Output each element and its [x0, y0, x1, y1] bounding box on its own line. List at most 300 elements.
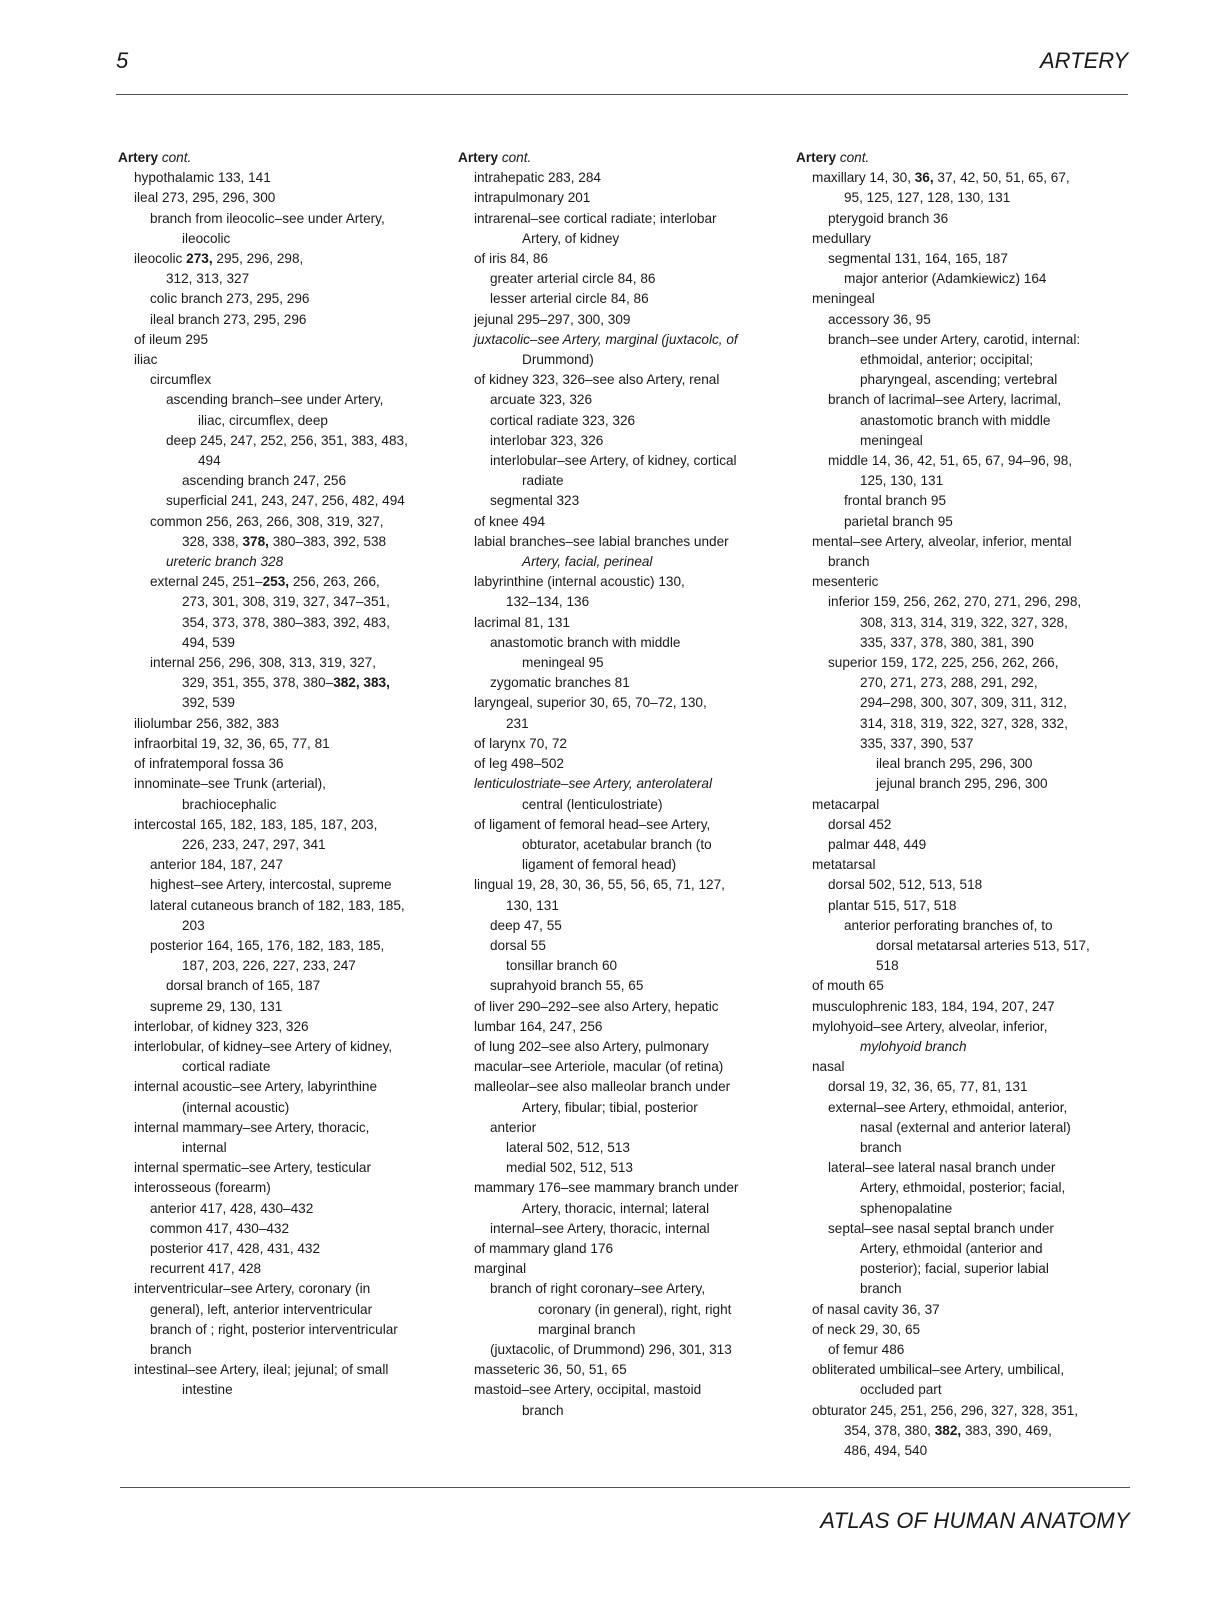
index-entry: [796, 592, 1116, 612]
index-entry: [458, 330, 778, 350]
index-entry: [458, 431, 778, 451]
entry-text: accessory 36, 95: [828, 311, 931, 327]
entry-text: common 256, 263, 266, 308, 319, 327,: [150, 513, 384, 529]
index-entry: [118, 916, 438, 936]
entry-text: interlobar 323, 326: [490, 432, 604, 448]
entry-text: internal 256, 296, 308, 313, 319, 327,: [150, 655, 376, 671]
index-entry: [458, 471, 778, 491]
entry-text: posterior 164, 165, 176, 182, 183, 185,: [150, 937, 385, 953]
index-entry: [796, 532, 1116, 552]
entry-text: maxillary 14, 30,: [812, 170, 915, 186]
entry-text: macular–see Arteriole, macular (of retina): [474, 1059, 724, 1075]
index-entry: [118, 1037, 438, 1057]
entry-text: 231: [506, 715, 529, 731]
index-entry: [796, 1158, 1116, 1178]
entry-text: arcuate 323, 326: [490, 392, 593, 408]
index-entry: [458, 1158, 778, 1178]
entry-text: 36,: [914, 170, 934, 186]
index-entry: [458, 1077, 778, 1097]
index-entry: [458, 1199, 778, 1219]
index-entry: [458, 997, 778, 1017]
index-entry: [796, 431, 1116, 451]
entry-text: 273, 301, 308, 319, 327, 347–351,: [182, 594, 390, 610]
index-entry: [458, 1098, 778, 1118]
entry-text: iliac: [134, 352, 158, 368]
entry-text: 312, 313, 327: [166, 271, 250, 287]
index-entry: [118, 1360, 438, 1380]
index-entry: [458, 512, 778, 532]
entry-text: lateral–see lateral nasal branch under: [828, 1160, 1056, 1176]
entry-text: inferior 159, 256, 262, 270, 271, 296, 298,: [828, 594, 1082, 610]
entry-text: of infratemporal fossa 36: [134, 756, 284, 772]
index-entry: [458, 693, 778, 713]
index-column-3: [796, 148, 1116, 1461]
index-entry: [118, 289, 438, 309]
entry-text: 335, 337, 390, 537: [860, 735, 974, 751]
entry-text: dorsal 502, 512, 513, 518: [828, 877, 983, 893]
entry-text: external 245, 251–: [150, 574, 263, 590]
entry-text: Artery, facial, perineal: [522, 554, 653, 570]
entry-text: lateral 502, 512, 513: [506, 1139, 630, 1155]
entry-text: of femur 486: [828, 1341, 905, 1357]
entry-text: Artery, thoracic, internal; lateral: [522, 1200, 710, 1216]
index-heading: [458, 148, 778, 168]
entry-text: branch: [860, 1281, 902, 1297]
index-entry: [458, 289, 778, 309]
entry-text: of liver 290–292–see also Artery, hepatic: [474, 998, 719, 1014]
entry-text: 203: [182, 917, 205, 933]
entry-text: dorsal metatarsal arteries 513, 517,: [876, 937, 1090, 953]
entry-text: common 417, 430–432: [150, 1220, 290, 1236]
index-entry: [796, 1441, 1116, 1461]
index-entry: [118, 855, 438, 875]
index-entry: [118, 350, 438, 370]
entry-text: of ligament of femoral head–see Artery,: [474, 816, 711, 832]
index-entry: [118, 188, 438, 208]
entry-text: general), left, anterior interventricular: [150, 1301, 373, 1317]
entry-text: pterygoid branch 36: [828, 210, 949, 226]
entry-text: innominate–see Trunk (arterial),: [134, 776, 326, 792]
index-entry: [796, 1360, 1116, 1380]
index-entry: [118, 653, 438, 673]
entry-text: segmental 323: [490, 493, 580, 509]
entry-text: of lung 202–see also Artery, pulmonary: [474, 1038, 709, 1054]
index-entry: [458, 916, 778, 936]
index-entry: [796, 471, 1116, 491]
entry-text: zygomatic branches 81: [490, 675, 630, 691]
index-entry: [796, 1279, 1116, 1299]
entry-text: parietal branch 95: [844, 513, 953, 529]
index-entry: [458, 956, 778, 976]
index-entry: [796, 875, 1116, 895]
index-entry: [796, 855, 1116, 875]
entry-text: medial 502, 512, 513: [506, 1160, 633, 1176]
index-entry: [118, 390, 438, 410]
index-entry: [118, 1380, 438, 1400]
entry-text: musculophrenic 183, 184, 194, 207, 247: [812, 998, 1055, 1014]
index-entry: [118, 471, 438, 491]
entry-text: anterior perforating branches of, to: [844, 917, 1053, 933]
index-heading: [796, 148, 1116, 168]
page-number: 5: [116, 48, 129, 73]
index-entry: [118, 512, 438, 532]
entry-text: 256, 263, 266,: [289, 574, 380, 590]
index-entry: [118, 714, 438, 734]
index-entry: [458, 188, 778, 208]
entry-text: obliterated umbilical–see Artery, umbilical,: [812, 1362, 1065, 1378]
entry-text: cont.: [498, 150, 532, 165]
entry-text: hypothalamic 133, 141: [134, 170, 271, 186]
entry-text: lingual 19, 28, 30, 36, 55, 56, 65, 71, 127,: [474, 877, 725, 893]
index-entry: [458, 168, 778, 188]
index-entry: [796, 390, 1116, 410]
entry-text: middle 14, 36, 42, 51, 65, 67, 94–96, 98,: [828, 453, 1073, 469]
index-entry: [796, 310, 1116, 330]
index-entry: [458, 714, 778, 734]
index-entry: [796, 1178, 1116, 1198]
index-entry: [118, 1178, 438, 1198]
entry-text: jejunal branch 295, 296, 300: [876, 776, 1048, 792]
entry-text: ileocolic: [134, 251, 187, 267]
index-entry: [118, 1279, 438, 1299]
index-entry: [796, 451, 1116, 471]
entry-text: interlobular–see Artery, of kidney, cortical: [490, 453, 737, 469]
index-entry: [458, 613, 778, 633]
entry-text: 95, 125, 127, 128, 130, 131: [844, 190, 1011, 206]
entry-text: mammary 176–see mammary branch under: [474, 1180, 739, 1196]
entry-text: superior 159, 172, 225, 256, 262, 266,: [828, 655, 1059, 671]
entry-text: dorsal 452: [828, 816, 892, 832]
index-entry: [118, 774, 438, 794]
index-entry: [458, 1118, 778, 1138]
index-entry: [118, 330, 438, 350]
entry-text: 392, 539: [182, 695, 235, 711]
entry-text: cortical radiate: [182, 1059, 271, 1075]
index-entry: [458, 1360, 778, 1380]
index-entry: [118, 1340, 438, 1360]
entry-text: labyrinthine (internal acoustic) 130,: [474, 574, 685, 590]
index-entry: [118, 168, 438, 188]
entry-text: ureteric branch 328: [166, 554, 284, 570]
index-entry: [118, 1158, 438, 1178]
index-entry: [118, 1077, 438, 1097]
index-entry: [796, 997, 1116, 1017]
index-entry: [796, 1239, 1116, 1259]
entry-text: medullary: [812, 230, 871, 246]
index-entry: [458, 451, 778, 471]
index-entry: [796, 411, 1116, 431]
index-entry: [796, 795, 1116, 815]
entry-text: 354, 373, 378, 380–383, 392, 483,: [182, 614, 390, 630]
index-entry: [118, 411, 438, 431]
index-entry: [118, 1320, 438, 1340]
index-entry: [458, 653, 778, 673]
index-entry: [118, 875, 438, 895]
index-entry: [118, 1259, 438, 1279]
entry-text: circumflex: [150, 372, 212, 388]
index-entry: [458, 1239, 778, 1259]
entry-text: ileal branch 273, 295, 296: [150, 311, 307, 327]
entry-text: (juxtacolic, of Drummond) 296, 301, 313: [490, 1341, 732, 1357]
entry-text: mylohyoid branch: [860, 1038, 967, 1054]
index-entry: [118, 633, 438, 653]
entry-text: intrarenal–see cortical radiate; interlobar: [474, 210, 717, 226]
index-entry: [458, 1178, 778, 1198]
entry-text: intrapulmonary 201: [474, 190, 591, 206]
entry-text: brachiocephalic: [182, 796, 277, 812]
entry-text: pharyngeal, ascending; vertebral: [860, 372, 1058, 388]
entry-text: 354, 378, 380,: [844, 1422, 935, 1438]
entry-text: 494: [198, 453, 221, 469]
entry-text: posterior); facial, superior labial: [860, 1261, 1049, 1277]
index-entry: [458, 1219, 778, 1239]
entry-text: mastoid–see Artery, occipital, mastoid: [474, 1382, 702, 1398]
index-entry: [796, 936, 1116, 956]
entry-text: 378,: [242, 533, 269, 549]
entry-text: ileal 273, 295, 296, 300: [134, 190, 276, 206]
entry-text: Artery, ethmoidal (anterior and: [860, 1240, 1043, 1256]
entry-text: 518: [876, 958, 899, 974]
index-entry: [796, 1199, 1116, 1219]
index-entry: [796, 815, 1116, 835]
entry-text: ascending branch–see under Artery,: [166, 392, 384, 408]
index-entry: [118, 896, 438, 916]
entry-text: ileal branch 295, 296, 300: [876, 756, 1033, 772]
index-entry: [458, 209, 778, 229]
entry-text: posterior 417, 428, 431, 432: [150, 1240, 321, 1256]
entry-text: intestine: [182, 1382, 233, 1398]
entry-text: jejunal 295–297, 300, 309: [474, 311, 631, 327]
index-entry: [458, 1340, 778, 1360]
entry-text: Artery, of kidney: [522, 230, 620, 246]
index-entry: [458, 875, 778, 895]
index-entry: [118, 431, 438, 451]
index-entry: [796, 1017, 1116, 1037]
entry-text: masseteric 36, 50, 51, 65: [474, 1362, 627, 1378]
entry-text: frontal branch 95: [844, 493, 947, 509]
index-entry: [796, 350, 1116, 370]
index-entry: [796, 714, 1116, 734]
entry-text: 187, 203, 226, 227, 233, 247: [182, 958, 356, 974]
entry-text: meningeal: [860, 432, 923, 448]
entry-text: radiate: [522, 473, 564, 489]
entry-text: 382, 383,: [333, 675, 390, 691]
entry-text: branch of ; right, posterior interventricular: [150, 1321, 398, 1337]
entry-text: iliac, circumflex, deep: [198, 412, 328, 428]
index-entry: [796, 330, 1116, 350]
entry-text: interlobular, of kidney–see Artery of kidney,: [134, 1038, 393, 1054]
entry-text: of ileum 295: [134, 331, 209, 347]
index-entry: [458, 491, 778, 511]
entry-text: 273,: [186, 251, 213, 267]
index-entry: [458, 1057, 778, 1077]
index-entry: [796, 653, 1116, 673]
index-entry: [796, 976, 1116, 996]
index-entry: [796, 1401, 1116, 1421]
entry-text: of neck 29, 30, 65: [812, 1321, 921, 1337]
index-column-1: [118, 148, 438, 1401]
entry-text: mental–see Artery, alveolar, inferior, mental: [812, 533, 1072, 549]
index-entry: [796, 916, 1116, 936]
entry-text: anterior 417, 428, 430–432: [150, 1200, 314, 1216]
entry-text: 125, 130, 131: [860, 473, 944, 489]
index-entry: [796, 552, 1116, 572]
index-entry: [118, 997, 438, 1017]
entry-text: infraorbital 19, 32, 36, 65, 77, 81: [134, 735, 330, 751]
entry-text: interventricular–see Artery, coronary (in: [134, 1281, 371, 1297]
index-entry: [796, 289, 1116, 309]
index-entry: [458, 350, 778, 370]
entry-text: meningeal: [812, 291, 875, 307]
entry-text: mylohyoid–see Artery, alveolar, inferior,: [812, 1018, 1048, 1034]
entry-text: obturator, acetabular branch (to: [522, 836, 712, 852]
index-entry: [118, 451, 438, 471]
index-entry: [796, 1037, 1116, 1057]
index-entry: [458, 1017, 778, 1037]
entry-text: iliolumbar 256, 382, 383: [134, 715, 280, 731]
index-entry: [796, 754, 1116, 774]
index-entry: [796, 1421, 1116, 1441]
index-entry: [796, 1300, 1116, 1320]
entry-text: deep 245, 247, 252, 256, 351, 383, 483,: [166, 432, 408, 448]
entry-text: 226, 233, 247, 297, 341: [182, 836, 326, 852]
index-entry: [458, 1037, 778, 1057]
entry-text: cortical radiate 323, 326: [490, 412, 636, 428]
entry-text: Artery: [118, 150, 159, 165]
entry-text: Artery: [458, 150, 499, 165]
index-entry: [796, 1380, 1116, 1400]
entry-text: 308, 313, 314, 319, 322, 327, 328,: [860, 614, 1068, 630]
entry-text: (internal acoustic): [182, 1099, 290, 1115]
index-entry: [796, 1057, 1116, 1077]
index-column-2: [458, 148, 778, 1421]
index-entry: [458, 1259, 778, 1279]
entry-text: 328, 338,: [182, 533, 243, 549]
book-title: ATLAS OF HUMAN ANATOMY: [820, 1508, 1130, 1533]
entry-text: 329, 351, 355, 378, 380–: [182, 675, 334, 691]
index-entry: [796, 1138, 1116, 1158]
running-head: ARTERY: [1039, 48, 1128, 73]
index-entry: [796, 1098, 1116, 1118]
entry-text: anastomotic branch with middle: [860, 412, 1051, 428]
entry-text: of kidney 323, 326–see also Artery, renal: [474, 372, 720, 388]
index-entry: [118, 936, 438, 956]
index-entry: [118, 491, 438, 511]
index-entry: [796, 956, 1116, 976]
entry-text: ileocolic: [182, 230, 231, 246]
entry-text: lesser arterial circle 84, 86: [490, 291, 649, 307]
entry-text: mesenteric: [812, 574, 879, 590]
entry-text: cont.: [836, 150, 870, 165]
entry-text: Artery: [796, 150, 837, 165]
index-entry: [796, 188, 1116, 208]
entry-text: interosseous (forearm): [134, 1180, 271, 1196]
entry-text: ethmoidal, anterior; occipital;: [860, 352, 1034, 368]
index-entry: [458, 1300, 778, 1320]
entry-text: cont.: [158, 150, 192, 165]
index-entry: [796, 370, 1116, 390]
entry-text: 130, 131: [506, 897, 559, 913]
entry-text: branch: [522, 1402, 564, 1418]
entry-text: suprahyoid branch 55, 65: [490, 978, 644, 994]
entry-text: intestinal–see Artery, ileal; jejunal; of small: [134, 1362, 389, 1378]
entry-text: palmar 448, 449: [828, 836, 927, 852]
index-entry: [796, 633, 1116, 653]
index-entry: [118, 815, 438, 835]
entry-text: 335, 337, 378, 380, 381, 390: [860, 634, 1034, 650]
index-entry: [458, 754, 778, 774]
index-entry: [796, 673, 1116, 693]
index-entry: [796, 491, 1116, 511]
entry-text: recurrent 417, 428: [150, 1261, 262, 1277]
entry-text: labial branches–see labial branches under: [474, 533, 729, 549]
footer-rule: [120, 1487, 1130, 1488]
index-entry: [118, 1118, 438, 1138]
entry-text: meningeal 95: [522, 655, 604, 671]
index-entry: [796, 229, 1116, 249]
entry-text: 37, 42, 50, 51, 65, 67,: [933, 170, 1070, 186]
entry-text: intercostal 165, 182, 183, 185, 187, 203,: [134, 816, 378, 832]
entry-text: 132–134, 136: [506, 594, 590, 610]
index-entry: [458, 976, 778, 996]
index-entry: [796, 774, 1116, 794]
index-entry: [458, 552, 778, 572]
index-entry: [796, 512, 1116, 532]
entry-text: external–see Artery, ethmoidal, anterior,: [828, 1099, 1068, 1115]
entry-text: segmental 131, 164, 165, 187: [828, 251, 1008, 267]
entry-text: supreme 29, 130, 131: [150, 998, 283, 1014]
index-heading: [118, 148, 438, 168]
entry-text: dorsal branch of 165, 187: [166, 978, 321, 994]
entry-text: anterior 184, 187, 247: [150, 857, 284, 873]
entry-text: of iris 84, 86: [474, 251, 549, 267]
index-entry: [118, 734, 438, 754]
index-entry: [458, 269, 778, 289]
entry-text: of mammary gland 176: [474, 1240, 614, 1256]
index-entry: [118, 976, 438, 996]
index-entry: [118, 572, 438, 592]
index-entry: [796, 249, 1116, 269]
index-entry: [796, 168, 1116, 188]
entry-text: nasal (external and anterior lateral): [860, 1119, 1071, 1135]
index-entry: [118, 613, 438, 633]
entry-text: juxtacolic–see Artery, marginal (juxtacolc, of: [474, 331, 738, 347]
index-entry: [118, 673, 438, 693]
entry-text: malleolar–see also malleolar branch under: [474, 1079, 731, 1095]
entry-text: highest–see Artery, intercostal, supreme: [150, 877, 392, 893]
entry-text: dorsal 19, 32, 36, 65, 77, 81, 131: [828, 1079, 1028, 1095]
index-entry: [118, 795, 438, 815]
entry-text: internal spermatic–see Artery, testicular: [134, 1160, 371, 1176]
entry-text: 382,: [934, 1422, 962, 1438]
entry-text: ligament of femoral head): [522, 857, 677, 873]
index-entry: [118, 1219, 438, 1239]
index-entry: [118, 209, 438, 229]
index-entry: [118, 532, 438, 552]
header-rule: [116, 94, 1128, 95]
index-entry: [118, 956, 438, 976]
index-entry: [458, 370, 778, 390]
index-entry: [796, 1259, 1116, 1279]
entry-text: lumbar 164, 247, 256: [474, 1018, 603, 1034]
index-entry: [458, 1380, 778, 1400]
index-entry: [118, 693, 438, 713]
entry-text: branch from ileocolic–see under Artery,: [150, 210, 385, 226]
entry-text: metatarsal: [812, 857, 876, 873]
index-entry: [458, 774, 778, 794]
index-entry: [118, 754, 438, 774]
entry-text: dorsal 55: [490, 937, 546, 953]
